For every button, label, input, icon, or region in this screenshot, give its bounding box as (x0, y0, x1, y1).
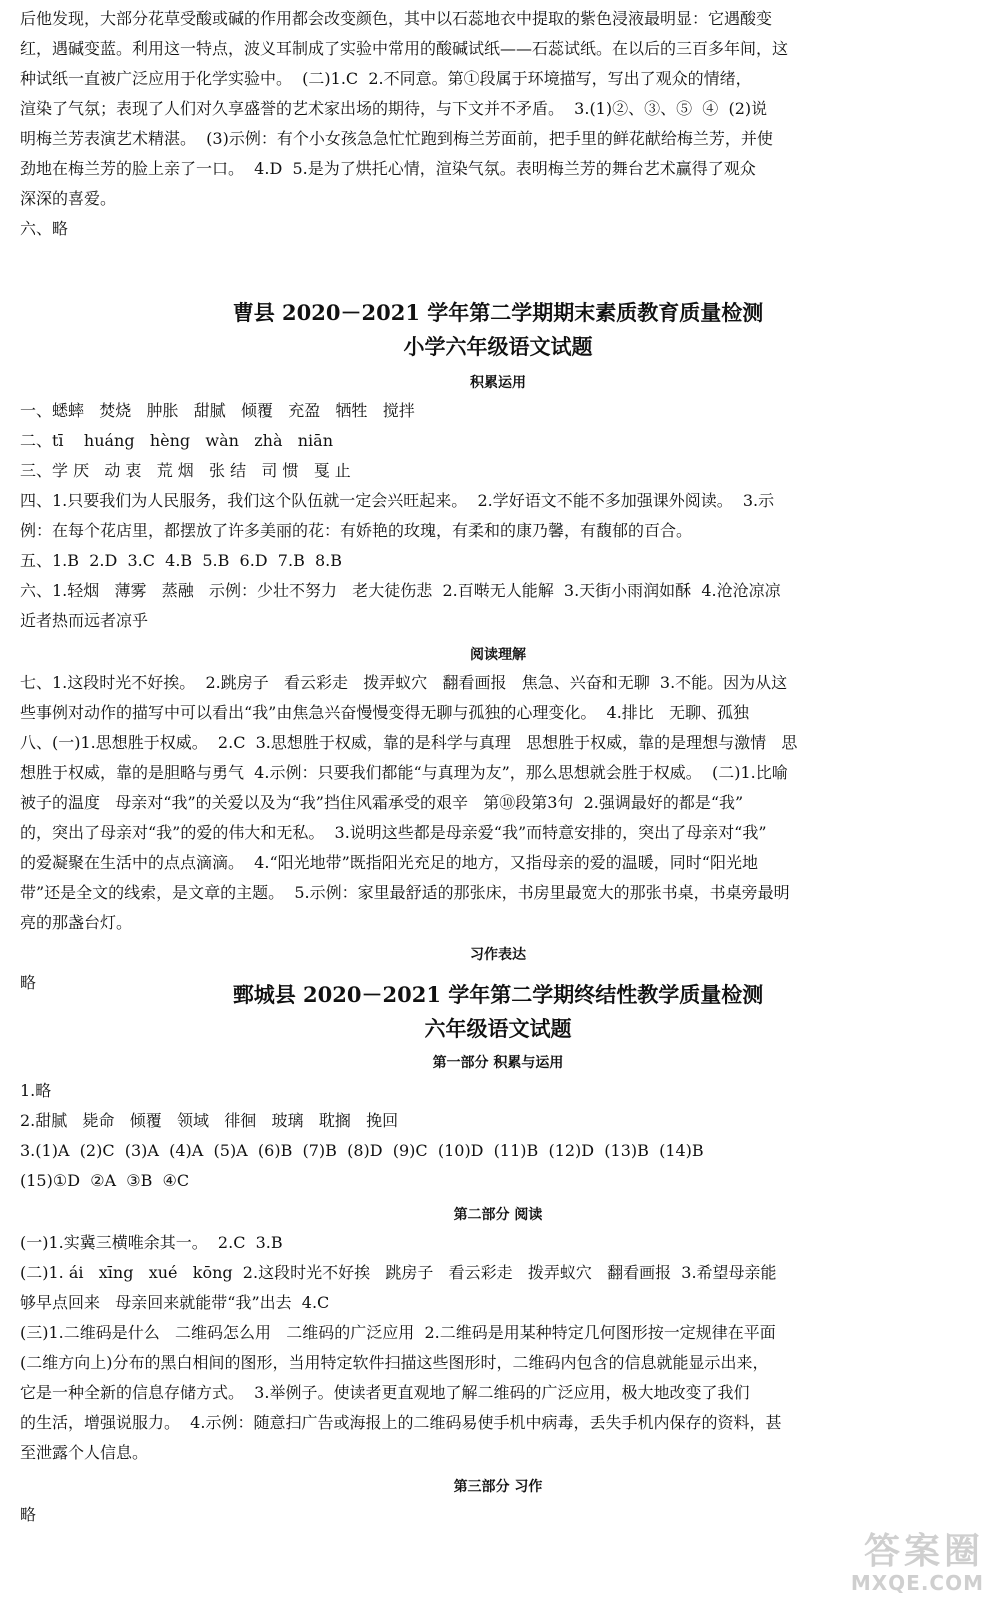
watermark-logo-text: 答案圈 (863, 1531, 984, 1572)
text-line: (三)1.二维码是什么 二维码怎么用 二维码的广泛应用 2.二维码是用某种特定几何图形按一定规律在平面 (20, 1323, 776, 1342)
text-line: 它是一种全新的信息存储方式。 3.举例子。使读者更直观地了解二维码的广泛应用，极大地改变了我们 (20, 1383, 750, 1402)
subsection-heading: 习作表达 (470, 947, 526, 963)
text-line: 二、tī huáng hèng wàn zhà niān (20, 431, 334, 450)
text-line: 些事例对动作的描写中可以看出“我”由焦急兴奋慢慢变得无聊与孤独的心理变化。 4.排比 无聊、孤独 (20, 703, 750, 722)
text-line: 渲染了气氛；表现了人们对久享盛誉的艺术家出场的期待，与下文并不矛盾。 3.(1)②、③、⑤ ④ (2)说 (20, 99, 768, 118)
text-line: 例：在每个花店里，都摆放了许多美丽的花：有娇艳的玫瑰，有柔和的康乃馨，有馥郁的百合。 (20, 521, 693, 540)
watermark-url: MXQE.COM (850, 1571, 984, 1595)
text-line: (一)1.实冀三横唯余其一。 2.C 3.B (20, 1233, 283, 1252)
text-line: 红，遇碱变蓝。利用这一特点，波义耳制成了实验中常用的酸碱试纸——石蕊试纸。在以后的三百多年间，这 (20, 39, 789, 58)
part-heading: 第三部分 习作 (453, 1479, 543, 1495)
text-line: 带”还是全文的线索，是文章的主题。 5.示例：家里最舒适的那张床，书房里最宽大的那张书桌，书桌旁最明 (20, 883, 790, 902)
text-line: 亮的那盏台灯。 (20, 913, 133, 932)
section-title: 曹县 2020－2021 学年第二学期期末素质教育质量检测 (232, 300, 764, 325)
text-line: 六、1.轻烟 薄雾 蒸融 示例：少壮不努力 老大徒伤悲 2.百啭无人能解 3.天街小雨润如酥 4.沧沧凉凉 (20, 581, 781, 600)
subsection-heading: 积累运用 (470, 375, 526, 391)
text-line: 的，突出了母亲对“我”的爱的伟大和无私。 3.说明这些都是母亲爱“我”而特意安排的，突出了母亲对“我” (20, 823, 767, 842)
text-line: 七、1.这段时光不好挨。 2.跳房子 看云彩走 拨弄蚁穴 翻看画报 焦急、兴奋和无聊 3.不能。因为从这 (20, 673, 788, 692)
subsection-heading: 阅读理解 (470, 647, 526, 663)
caoxian-section (0, 296, 996, 998)
part-heading: 第一部分 积累与运用 (432, 1055, 564, 1071)
text-line: 被子的温度 母亲对“我”的关爱以及为“我”挡住风霜承受的艰辛 第⑩段第3句 2.强调最好的都是“我” (20, 793, 744, 812)
text-line: 种试纸一直被广泛应用于化学实验中。 (二)1.C 2.不同意。第①段属于环境描写，写出了观众的情绪， (20, 69, 752, 88)
text-line: 略 (20, 973, 37, 992)
text-line: 五、1.B 2.D 3.C 4.B 5.B 6.D 7.B 8.B (20, 551, 343, 570)
text-line: 1.略 (20, 1081, 52, 1100)
text-line: 想胜于权威，靠的是胆略与勇气 4.示例：只要我们都能“与真理为友”，那么思想就会胜于权威。 (二)1.比喻 (20, 763, 788, 782)
juancheng-section (0, 978, 996, 1530)
text-line: 一、蟋蟀 焚烧 肿胀 甜腻 倾覆 充盈 牺牲 搅拌 (20, 401, 415, 420)
text-line: (二)1. ái xīng xué kōng 2.这段时光不好挨 跳房子 看云彩走 拨弄蚁穴 翻看画报 3.希望母亲能 (20, 1263, 777, 1282)
text-line: (15)①D ②A ③B ④C (20, 1171, 190, 1190)
text-line: 后他发现，大部分花草受酸或碱的作用都会改变颜色，其中以石蕊地衣中提取的紫色浸液最明显：它遇酸变 (20, 9, 773, 28)
text-line: 的生活，增强说服力。 4.示例：随意扫广告或海报上的二维码易使手机中病毒，丢失手机内保存的资料，甚 (20, 1413, 782, 1432)
text-line: 略 (20, 1505, 37, 1524)
text-line: 的爱凝聚在生活中的点点滴滴。 4.“阳光地带”既指阳光充足的地方，又指母亲的爱的温暖，同时“阳光地 (20, 853, 758, 872)
text-line: 八、(一)1.思想胜于权威。 2.C 3.思想胜于权威，靠的是科学与真理 思想胜于权威，靠的是理想与激情 思 (20, 733, 798, 752)
text-line: 明梅兰芳表演艺术精湛。 (3)示例：有个小女孩急急忙忙跑到梅兰芳面前，把手里的鲜花献给梅兰芳，并使 (20, 129, 773, 148)
text-line: 劲地在梅兰芳的脸上亲了一口。 4.D 5.是为了烘托心情，渲染气氛。表明梅兰芳的舞台艺术赢得了观众 (20, 159, 756, 178)
text-line: 三、学 厌 动 衷 荒 烟 张 结 司 惯 戛 止 (20, 461, 351, 480)
site-watermark (851, 1532, 984, 1594)
text-line: 六、略 (20, 219, 69, 238)
text-line: 至泄露个人信息。 (20, 1443, 149, 1462)
text-line: 够早点回来 母亲回来就能带“我”出去 4.C (20, 1293, 330, 1312)
text-line: 2.甜腻 毙命 倾覆 领域 徘徊 玻璃 耽搁 挽回 (20, 1111, 399, 1130)
text-line: 四、1.只要我们为人民服务，我们这个队伍就一定会兴旺起来。 2.学好语文不能不多加强课外阅读。 3.示 (20, 491, 775, 510)
part-heading: 第二部分 阅读 (453, 1207, 543, 1223)
section-title: 鄄城县 2020－2021 学年第二学期终结性教学质量检测 (232, 982, 764, 1007)
text-line: (二维方向上)分布的黑白相间的图形，当用特定软件扫描这些图形时，二维码内包含的信息就能显示出来， (20, 1353, 769, 1372)
section-subtitle: 六年级语文试题 (424, 1016, 572, 1041)
text-line: 近者热而远者凉乎 (20, 611, 149, 630)
text-line: 3.(1)A (2)C (3)A (4)A (5)A (6)B (7)B (8)D (9)C (10)D (11)B (12)D (13)B (14)B (20, 1141, 704, 1160)
text-line: 深深的喜爱。 (20, 189, 117, 208)
top-continuation (20, 4, 980, 244)
section-subtitle: 小学六年级语文试题 (403, 334, 593, 359)
